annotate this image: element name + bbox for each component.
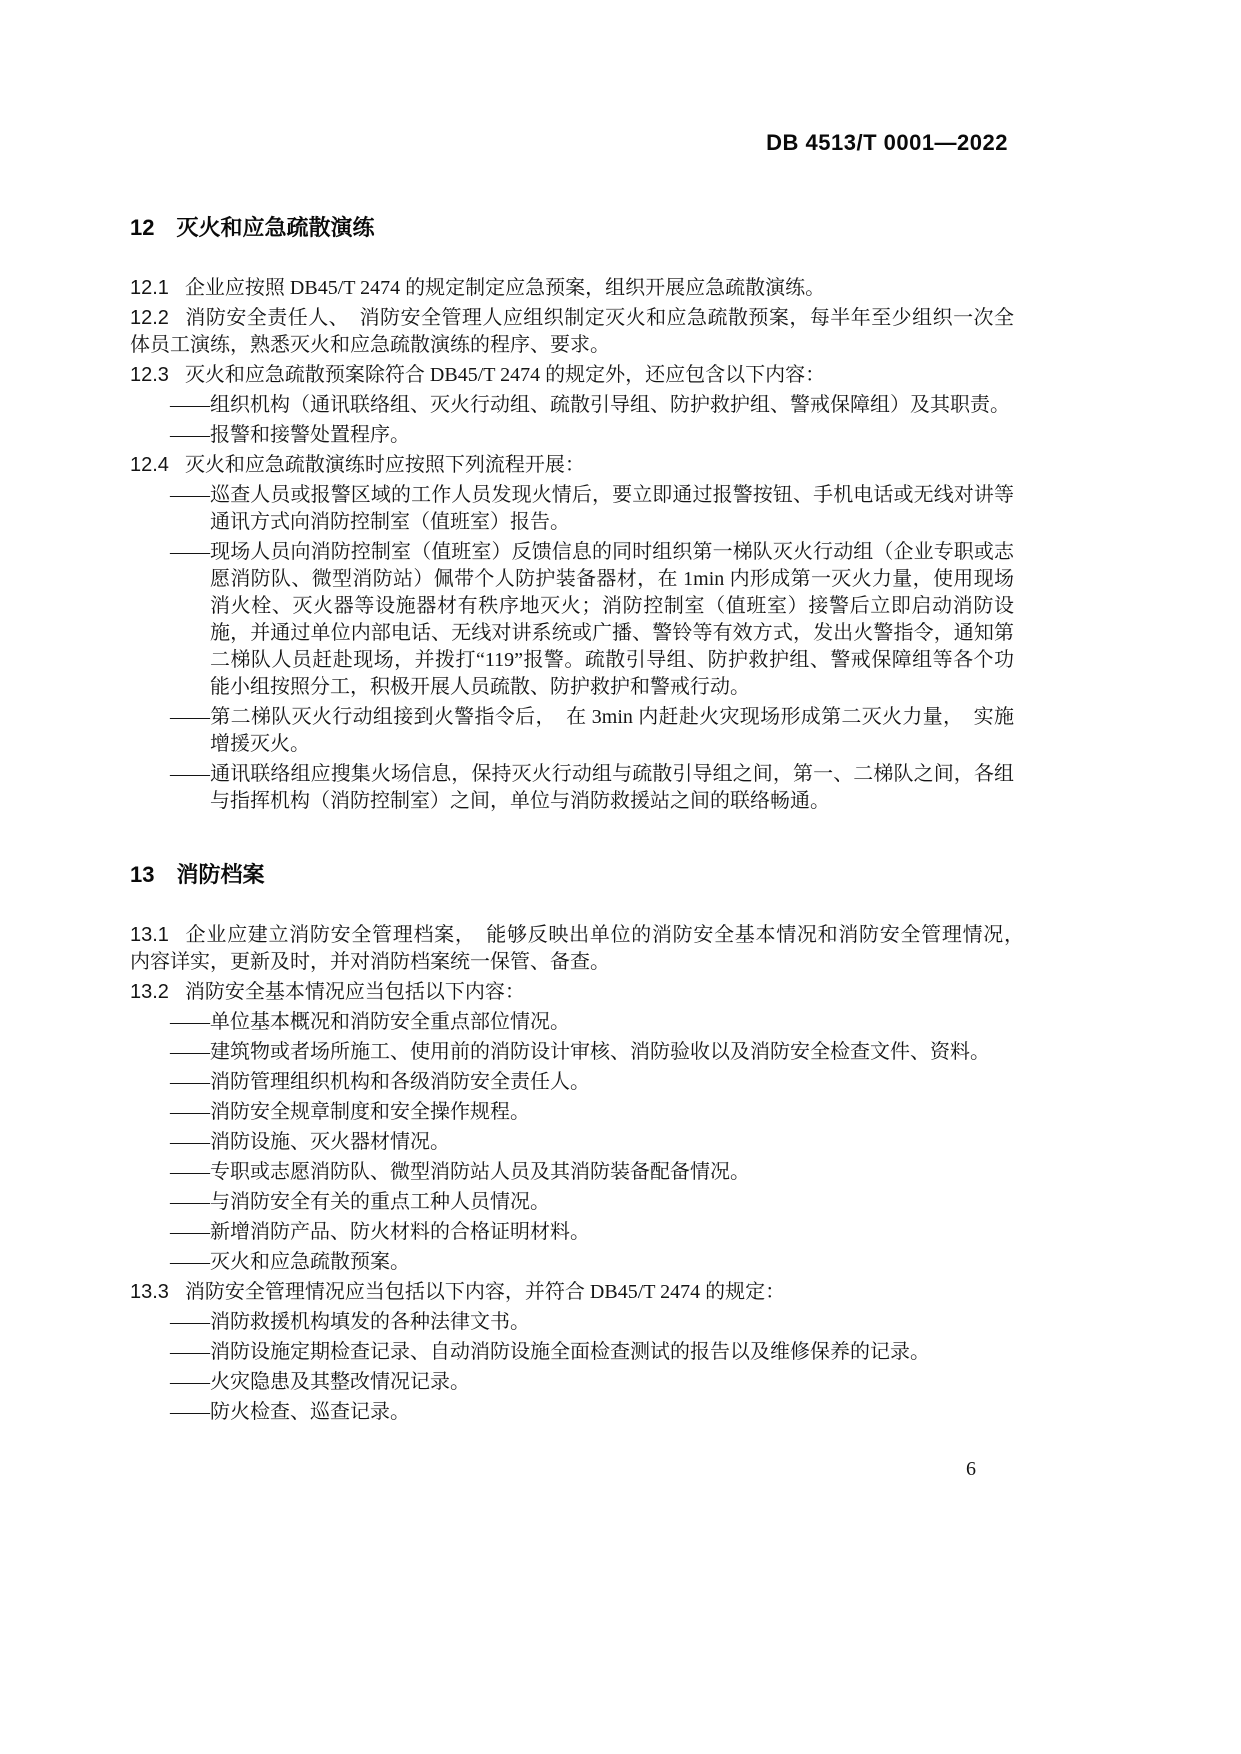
clause-13-1 xyxy=(130,922,1034,976)
dash-item-organization: ——组织机构（通讯联络组、灭火行动组、疏散引导组、防护救护组、警戒保障组）及其职责。 xyxy=(170,394,1010,416)
page-content xyxy=(130,214,1034,1429)
clause-12-2-text: 消防安全责任人、 消防安全管理人应组织制定灭火和应急疏散预案，每半年至少组织一次全体员工演练，熟悉灭火和应急疏散演练的程序、要求。 xyxy=(130,307,1014,356)
page-number: 6 xyxy=(966,1458,976,1480)
clause-13-3-number: 13.3 xyxy=(130,1281,169,1303)
clause-13-1-text: 企业应建立消防安全管理档案， 能够反映出单位的消防安全基本情况和消防安全管理情况， 内容详实，更新及时，并对消防档案统一保管、备查。 xyxy=(130,924,1034,973)
clause-12-4-number: 12.4 xyxy=(130,454,169,476)
dash-item-liaison-group: ——通讯联络组应搜集火场信息，保持灭火行动组与疏散引导组之间，第一、二梯队之间，各组与指挥机构（消防控制室）之间，单位与消防救援站之间的联络畅通。 xyxy=(170,763,1014,812)
dash-item-inspection-records: ——消防设施定期检查记录、自动消防设施全面检查测试的报告以及维修保养的记录。 xyxy=(170,1341,930,1363)
clause-13-2 xyxy=(130,979,1014,1006)
clause-12-3-number: 12.3 xyxy=(130,364,169,386)
clause-13-1-number: 13.1 xyxy=(130,924,169,946)
clause-12-3-text: 灭火和应急疏散预案除符合 DB45/T 2474 的规定外，还应包含以下内容： xyxy=(184,364,826,386)
dash-item-facilities-equipment: ——消防设施、灭火器材情况。 xyxy=(170,1131,450,1153)
dash-item-first-echelon: ——现场人员向消防控制室（值班室）反馈信息的同时组织第一梯队灭火行动组（企业专职或志愿消防队、微型消防站）佩带个人防护装备器材，在 1min 内形成第一灭火力量，使用现场消火栓、灭火器等设施器材有秩序地灭火；消防控制室（值班室）接警后立即启动消防设施，并通过单位内部电话、无线对讲系统或广播、警铃等有效方式，发出火警指令，通知第二梯队人员赶赴现场，并拨打“119”报警。疏散引导组、防护救护组、警戒保障组等各个功能小组按照分工，积极开展人员疏散、防护救护和警戒行动。 xyxy=(170,541,1014,698)
clause-12-1 xyxy=(130,275,1014,302)
dash-item-building-documents: ——建筑物或者场所施工、使用前的消防设计审核、消防验收以及消防安全检查文件、资料。 xyxy=(170,1041,990,1063)
clause-12-1-number: 12.1 xyxy=(130,277,169,299)
dash-item-product-certificates: ——新增消防产品、防火材料的合格证明材料。 xyxy=(170,1221,590,1243)
clause-12-2-number: 12.2 xyxy=(130,307,169,329)
dash-item-second-echelon: ——第二梯队灭火行动组接到火警指令后， 在 3min 内赶赴火灾现场形成第二灭火力量， 实施增援灭火。 xyxy=(170,706,1014,755)
dash-item-legal-documents: ——消防救援机构填发的各种法律文书。 xyxy=(170,1311,530,1333)
dash-item-key-personnel: ——与消防安全有关的重点工种人员情况。 xyxy=(170,1191,550,1213)
clause-12-2 xyxy=(130,305,1014,359)
clause-12-3 xyxy=(130,362,1014,389)
dash-item-basic-overview: ——单位基本概况和消防安全重点部位情况。 xyxy=(170,1011,570,1033)
section-13 xyxy=(130,861,1034,1426)
dash-item-evacuation-plan: ——灭火和应急疏散预案。 xyxy=(170,1251,410,1273)
dash-item-patrol-report: ——巡查人员或报警区域的工作人员发现火情后，要立即通过报警按钮、手机电话或无线对讲等通讯方式向消防控制室（值班室）报告。 xyxy=(170,484,1014,533)
clause-13-3 xyxy=(130,1279,1014,1306)
clause-13-2-number: 13.2 xyxy=(130,981,169,1003)
dash-item-alarm-procedure: ——报警和接警处置程序。 xyxy=(170,424,410,446)
dash-item-brigade-personnel: ——专职或志愿消防队、微型消防站人员及其消防装备配备情况。 xyxy=(170,1161,750,1183)
clause-12-4-text: 灭火和应急疏散演练时应按照下列流程开展： xyxy=(184,454,585,476)
clause-12-4 xyxy=(130,452,1014,479)
clause-12-1-text: 企业应按照 DB45/T 2474 的规定制定应急预案，组织开展应急疏散演练。 xyxy=(184,277,826,299)
dash-item-hazard-records: ——火灾隐患及其整改情况记录。 xyxy=(170,1371,470,1393)
dash-item-management-structure: ——消防管理组织机构和各级消防安全责任人。 xyxy=(170,1071,590,1093)
dash-item-patrol-records: ——防火检查、巡查记录。 xyxy=(170,1401,410,1423)
clause-13-2-text: 消防安全基本情况应当包括以下内容： xyxy=(184,981,525,1003)
standard-code: DB 4513/T 0001—2022 xyxy=(766,130,1008,155)
section-12 xyxy=(130,214,1014,815)
clause-13-3-text: 消防安全管理情况应当包括以下内容，并符合 DB45/T 2474 的规定： xyxy=(184,1281,786,1303)
dash-item-rules-regulations: ——消防安全规章制度和安全操作规程。 xyxy=(170,1101,530,1123)
section-13-heading: 13 消防档案 xyxy=(130,862,265,887)
section-12-heading: 12 灭火和应急疏散演练 xyxy=(130,215,375,240)
